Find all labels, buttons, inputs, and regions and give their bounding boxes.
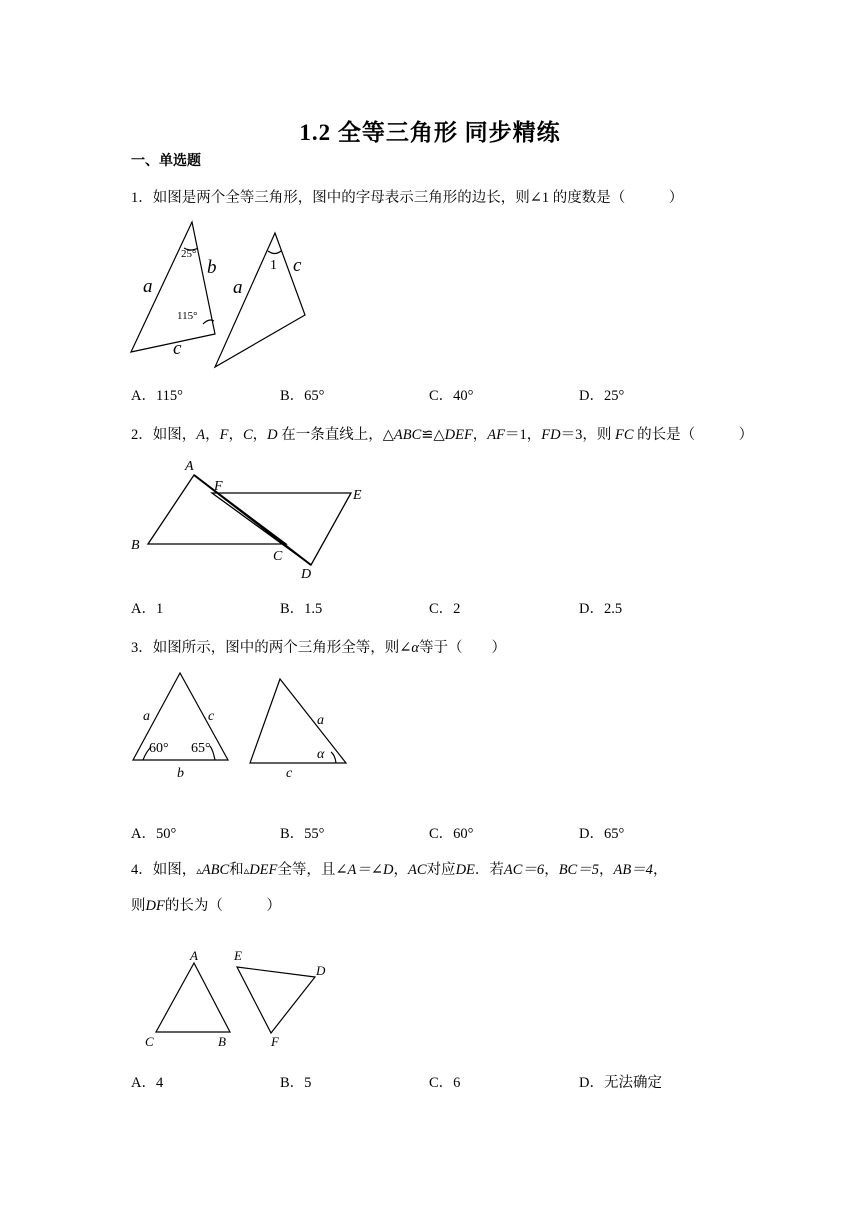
page-title: 1.2 全等三角形 同步精练 xyxy=(299,120,561,145)
q2-label-D: D xyxy=(301,567,312,582)
q1-option-c: C．40° xyxy=(429,388,474,404)
q2-label-C: C xyxy=(273,549,283,564)
q1-label-1: 1 xyxy=(270,258,277,273)
q4-label-D: D xyxy=(316,963,326,978)
q3-angle-arc-65 xyxy=(210,746,215,760)
question-4-stem-line1: 4．如图，▵ABC和▵DEF全等，且∠A＝∠D，AC对应DE．若AC＝6，BC＝5，AB＝4， xyxy=(131,862,668,878)
q1-option-b: B．65° xyxy=(280,388,325,404)
q4-triangle-def xyxy=(237,967,315,1033)
question-4-stem-line2: 则DF的长为（ ） xyxy=(131,898,281,914)
question-2-stem: 2．如图，A，F，C，D 在一条直线上，△ABC≌△DEF，AF＝1，FD＝3，则 FC 的长是（ ） xyxy=(131,427,754,443)
question-2-figure xyxy=(125,455,375,585)
q2-label-E: E xyxy=(353,488,362,503)
q1-label-c1: c xyxy=(173,338,182,359)
q1-label-115: 115° xyxy=(177,310,198,322)
q4-option-b: B．5 xyxy=(280,1075,312,1091)
q1-label-a2: a xyxy=(233,277,243,298)
q1-label-a1: a xyxy=(143,276,153,297)
question-1-figure xyxy=(125,218,325,373)
q2-option-c: C．2 xyxy=(429,601,461,617)
q2-label-A: A xyxy=(185,459,194,474)
q3-label-a1: a xyxy=(143,709,150,724)
q4-label-B: B xyxy=(218,1034,226,1049)
q3-option-d: D．65° xyxy=(579,826,625,842)
question-3-stem: 3．如图所示，图中的两个三角形全等，则∠α等于（ ） xyxy=(131,640,507,656)
question-4-figure xyxy=(140,945,340,1055)
q1-angle-arc-1 xyxy=(268,251,281,254)
q3-angle-arc-alpha xyxy=(331,752,336,763)
q4-label-E: E xyxy=(234,948,242,963)
q2-option-b: B．1.5 xyxy=(280,601,323,617)
q4-label-F: F xyxy=(271,1034,279,1049)
q1-label-b1: b xyxy=(207,257,217,278)
section-heading: 一、单选题 xyxy=(131,154,201,169)
q3-option-c: C．60° xyxy=(429,826,474,842)
q1-label-25: 25° xyxy=(181,248,197,260)
q2-label-F: F xyxy=(214,479,223,494)
q3-option-b: B．55° xyxy=(280,826,325,842)
q4-triangle-abc xyxy=(156,963,230,1032)
q3-label-a2: a xyxy=(317,713,324,728)
q1-triangle-right xyxy=(215,233,305,367)
q4-option-d: D．无法确定 xyxy=(579,1075,662,1091)
q2-option-d: D．2.5 xyxy=(579,601,623,617)
q3-label-60: 60° xyxy=(149,741,169,756)
q2-label-B: B xyxy=(131,538,140,553)
q3-label-c2: c xyxy=(286,766,293,780)
q4-label-C: C xyxy=(145,1034,154,1049)
q1-option-a: A．115° xyxy=(131,388,183,404)
question-1-stem: 1．如图是两个全等三角形，图中的字母表示三角形的边长，则∠1 的度数是（ ） xyxy=(131,190,684,206)
q1-option-d: D．25° xyxy=(579,388,625,404)
q3-label-alpha: α xyxy=(317,747,325,762)
question-3-figure xyxy=(125,665,355,780)
q3-option-a: A．50° xyxy=(131,826,177,842)
q4-label-A: A xyxy=(190,948,198,963)
q2-option-a: A．1 xyxy=(131,601,164,617)
q3-triangle-right xyxy=(250,679,346,763)
q4-option-a: A．4 xyxy=(131,1075,164,1091)
q3-label-b1: b xyxy=(177,766,184,780)
q1-label-c2: c xyxy=(293,255,302,276)
q3-label-c1: c xyxy=(208,709,215,724)
q4-option-c: C．6 xyxy=(429,1075,461,1091)
q3-label-65: 65° xyxy=(191,741,211,756)
